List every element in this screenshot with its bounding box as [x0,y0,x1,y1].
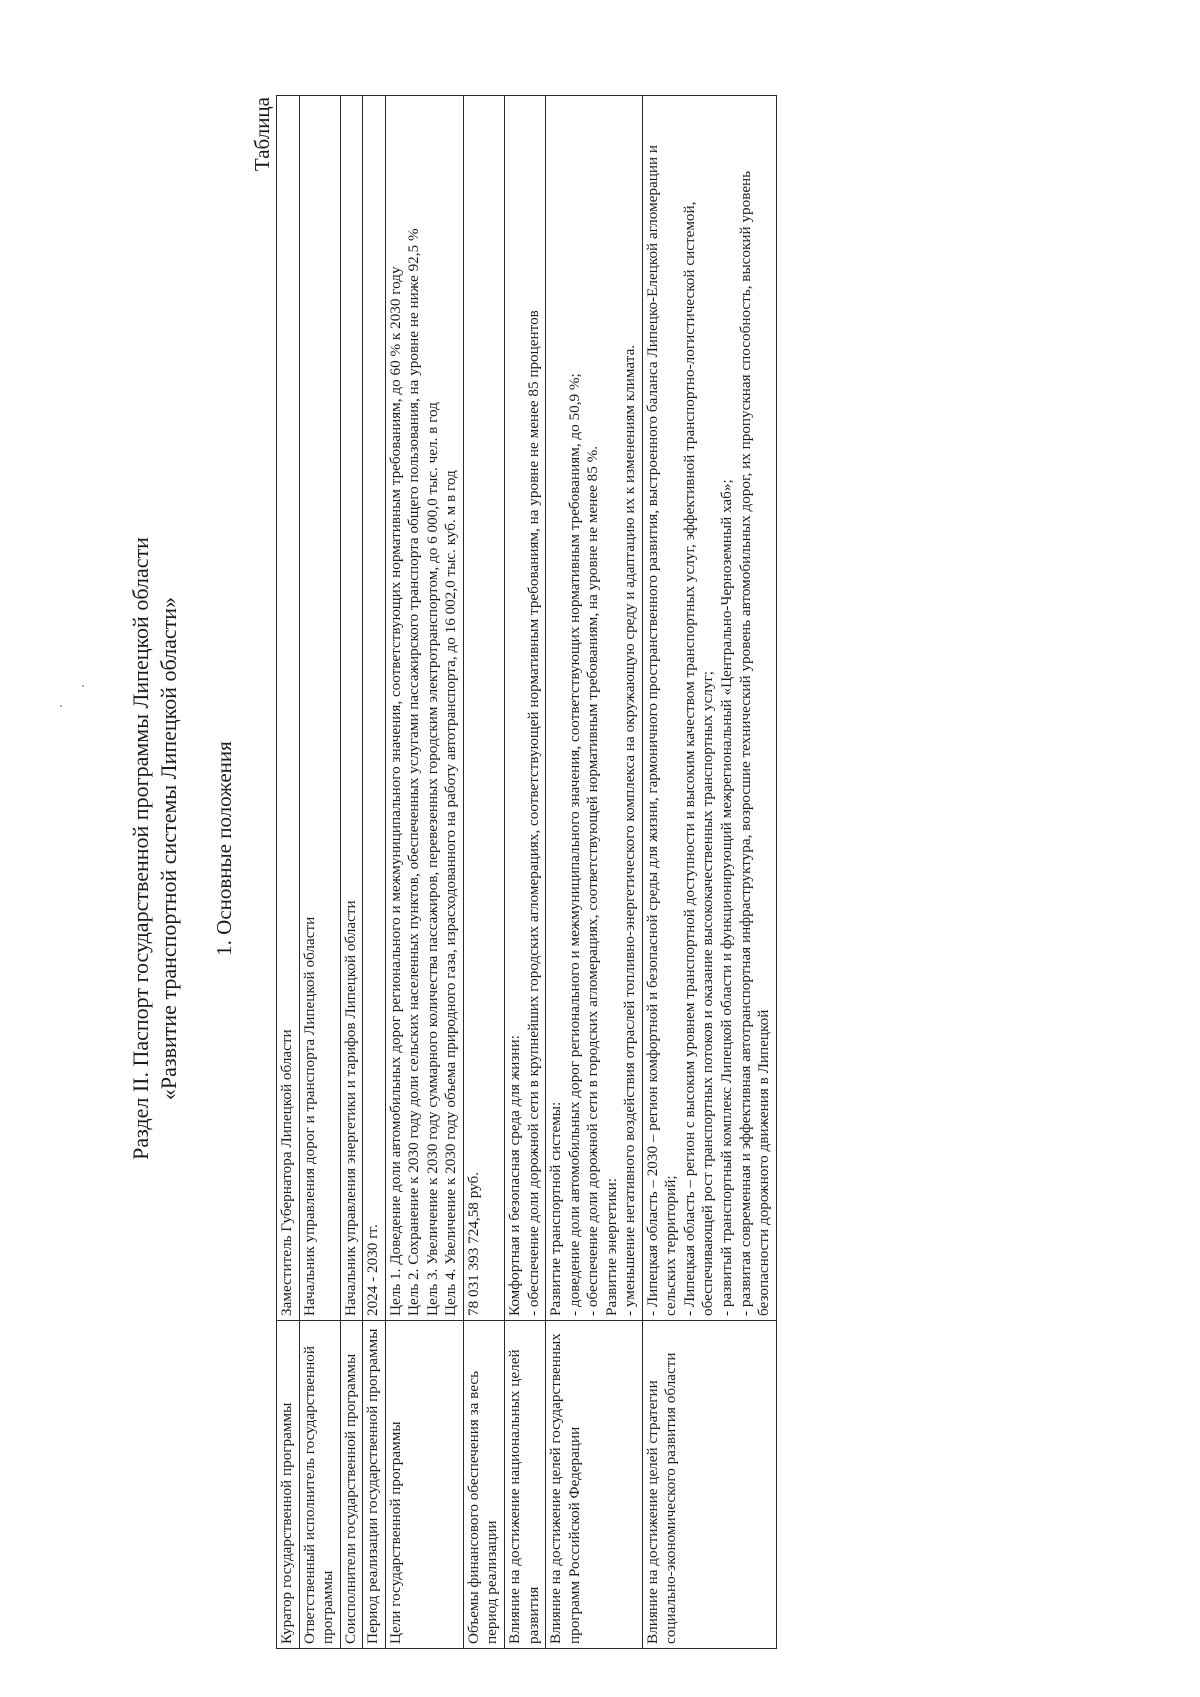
table-row-curator [277,96,300,1649]
row-label: Ответственный исполнитель государственной программы [299,1321,340,1649]
value-line: Заместитель Губернатора Липецкой области [278,1029,295,1316]
row-value [505,96,546,1321]
value-line: Развитие транспортной системы: [547,1101,565,1316]
row-value [546,96,643,1321]
table-row-funding [463,96,504,1649]
value-line: - Липецкая область – 2030 – регион комфортной и безопасной среды для жизни, гармоничного пространственного развития, выстроенного баланса Липецко-Елецкой агломерации и сельских территорий; [643,144,680,1316]
value-line: Начальник управления энергетики и тарифов Липецкой области [341,900,359,1316]
row-label: Объемы финансового обеспечения за весь период реализации [463,1321,504,1649]
row-label: Период реализации государственной программы [363,1321,386,1649]
row-value [277,96,300,1321]
table-row-period [363,96,386,1649]
row-value [299,96,340,1321]
table-label: Таблица [250,97,274,172]
goal-line: Цель 1. Доведение доли автомобильных дорог регионального и межмуниципального значения, соответствующих нормативным требованиям, до 60 % к 2030 году [386,266,404,1316]
document-title: Раздел II. Паспорт государственной программы Липецкой области [128,537,153,1160]
row-value [463,96,504,1321]
table-row-coexecutors [340,96,363,1649]
value-line: 78 031 393 724,58 руб. [464,1171,482,1316]
table-row-federal-programs [546,96,643,1649]
table-row-regional-strategy [642,96,776,1649]
value-line: - обеспечение доли дорожной сети в городских агломерациях, соответствующей нормативным требованиям, на уровне не менее 85 %. [584,445,602,1316]
value-line: - развитая современная и эффективная автотранспортная инфраструктура, возросшие технический уровень автомобильных дорог, их пропускная способность, высокий уровень безопасности дорожного движения в Липецкой [736,170,773,1316]
value-line: - доведение доли автомобильных дорог регионального и межмуниципального значения, соответствующих нормативным требованиям, до 50,9 %; [565,373,583,1316]
value-line: - уменьшение негативного воздействия отраслей топливно-энергетического комплекса на окружающую среду и адаптацию их к изменениям климата. [621,344,639,1316]
row-label: Влияние на достижение целей стратегии социально-экономического развития области [642,1321,776,1649]
value-line: Развитие энергетики: [602,1177,620,1316]
row-value [363,96,386,1321]
section-title: 1. Основные положения [212,741,236,956]
scan-speck [82,685,84,687]
value-line: - Липецкая область – регион с высоким уровнем транспортной доступности и высоким качеством транспортных услуг, эффективной транспортно-логистической системой, обеспечивающей рост транспортных потоков и оказание высококачественных транспортных услуг; [680,201,717,1316]
row-value [340,96,363,1321]
value-line: Комфортная и безопасная среда для жизни: [506,1035,524,1316]
value-line: - обеспечение доли дорожной сети в крупнейших городских агломерациях, соответствующей нормативным требованиям, на уровне не менее 85 процентов [524,310,542,1316]
row-label: Влияние на достижение национальных целей развития [505,1321,546,1649]
row-label: Цели государственной программы [385,1321,463,1649]
passport-table [276,95,777,1649]
scan-speck [60,705,62,707]
table-row-goals [385,96,463,1649]
goal-line: Цель 2. Сохранение к 2030 году доли сельских населенных пунктов, обеспеченных услугами пассажирского транспорта общего пользования, на уровне не ниже 92,5 % [405,228,423,1316]
goal-line: Цель 4. Увеличение к 2030 году объема природного газа, израсходованного на работу автотранспорта, до 16 002,0 тыс. куб. м в год [442,470,460,1316]
table-row-national-goals [505,96,546,1649]
row-label: Соисполнители государственной программы [340,1321,363,1649]
table-row-executor [299,96,340,1649]
value-line: Начальник управления дорог и транспорта Липецкой области [300,916,318,1316]
row-value [385,96,463,1321]
goal-line: Цель 3. Увеличение к 2030 году суммарного количества пассажиров, перевезенных городским электротранспортом, до 6 000,0 тыс. чел. в год [423,402,441,1316]
row-label: Куратор государственной программы [277,1321,300,1649]
row-label: Влияние на достижение целей государственных программ Российской Федерации [546,1321,643,1649]
value-line: - развитый транспортный комплекс Липецкой области и функционирующий межрегиональный «Центрально-Черноземный хаб»; [718,479,736,1316]
row-value [642,96,776,1321]
document-subtitle: «Развитие транспортной системы Липецкой области» [156,596,181,1101]
value-line: 2024 - 2030 гг. [364,1224,382,1316]
